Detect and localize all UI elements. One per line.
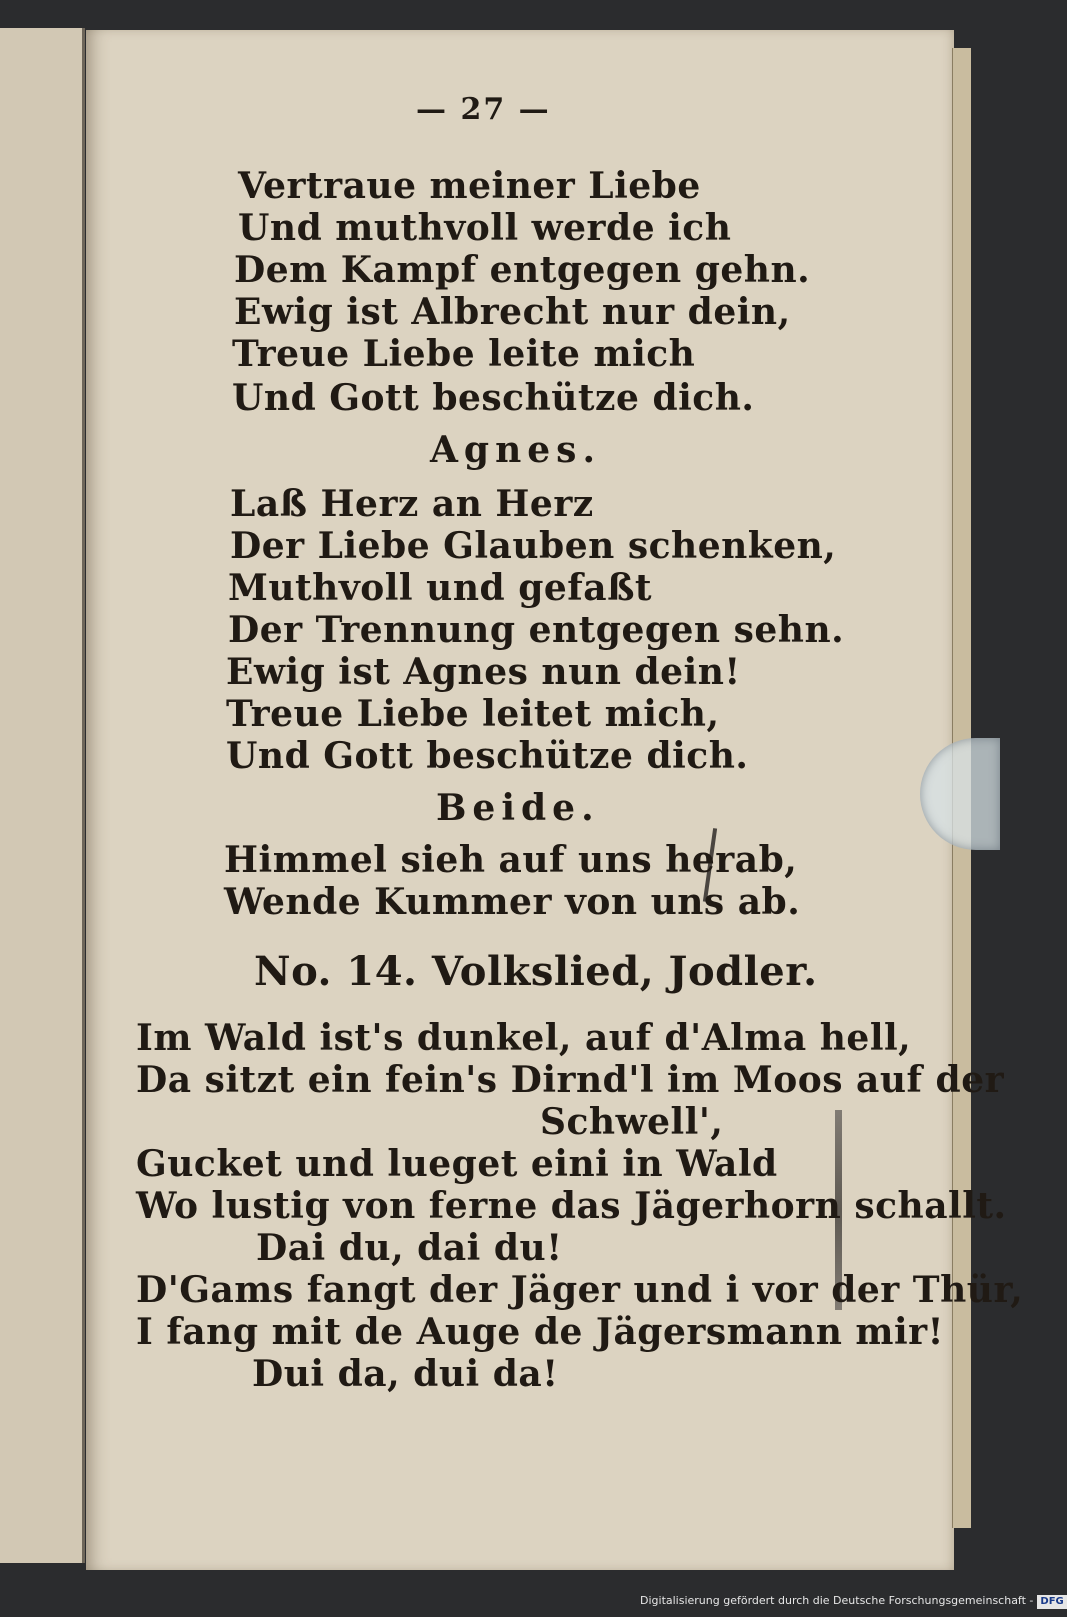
song-title: No. 14. Volkslied, Jodler. (254, 948, 818, 995)
speaker-heading: Agnes. (430, 429, 601, 471)
verse-2-line: Der Liebe Glauben schenken, (230, 525, 837, 567)
song-line: Da sitzt ein fein's Dirnd'l im Moos auf der (136, 1059, 1005, 1101)
verse-1-line: Ewig ist Albrecht nur dein, (234, 291, 791, 333)
song-line: Dui da, dui da! (252, 1353, 559, 1395)
page-number: — 27 — (416, 92, 551, 127)
speaker-heading: Beide. (436, 787, 600, 829)
song-line: Im Wald ist's dunkel, auf d'Alma hell, (136, 1017, 912, 1059)
verse-1-line: Treue Liebe leite mich (232, 333, 696, 375)
verse-2-line: Und Gott beschütze dich. (226, 735, 749, 777)
verse-3-line: Wende Kummer von uns ab. (224, 881, 801, 923)
credit-text: Digitalisierung gefördert durch die Deutsche Forschungsgemeinschaft - (640, 1594, 1034, 1607)
verse-2-line: Laß Herz an Herz (230, 483, 594, 525)
verse-1-line: Und Gott beschütze dich. (232, 377, 755, 419)
song-line: I fang mit de Auge de Jägersmann mir! (136, 1311, 944, 1353)
song-line: Dai du, dai du! (256, 1227, 563, 1269)
verse-2-line: Ewig ist Agnes nun dein! (226, 651, 741, 693)
verse-1-line: Dem Kampf entgegen gehn. (234, 249, 811, 291)
digitization-credit (640, 1594, 1067, 1609)
song-line: Gucket und lueget eini in Wald (136, 1143, 778, 1185)
song-line: Schwell', (540, 1101, 724, 1143)
dfg-logo: DFG (1037, 1595, 1066, 1609)
facing-page-edge (0, 28, 85, 1563)
verse-1-line: Und muthvoll werde ich (238, 207, 732, 249)
verse-2-line: Der Trennung entgegen sehn. (228, 609, 845, 651)
verse-2-line: Muthvoll und gefaßt (228, 567, 653, 609)
verse-1-line: Vertraue meiner Liebe (238, 165, 701, 207)
song-line: Wo lustig von ferne das Jägerhorn schallt. (136, 1185, 1007, 1227)
verse-3-line: Himmel sieh auf uns herab, (224, 839, 798, 881)
verse-2-line: Treue Liebe leitet mich, (226, 693, 720, 735)
song-line: D'Gams fangt der Jäger und i vor der Thür, (136, 1269, 1024, 1311)
